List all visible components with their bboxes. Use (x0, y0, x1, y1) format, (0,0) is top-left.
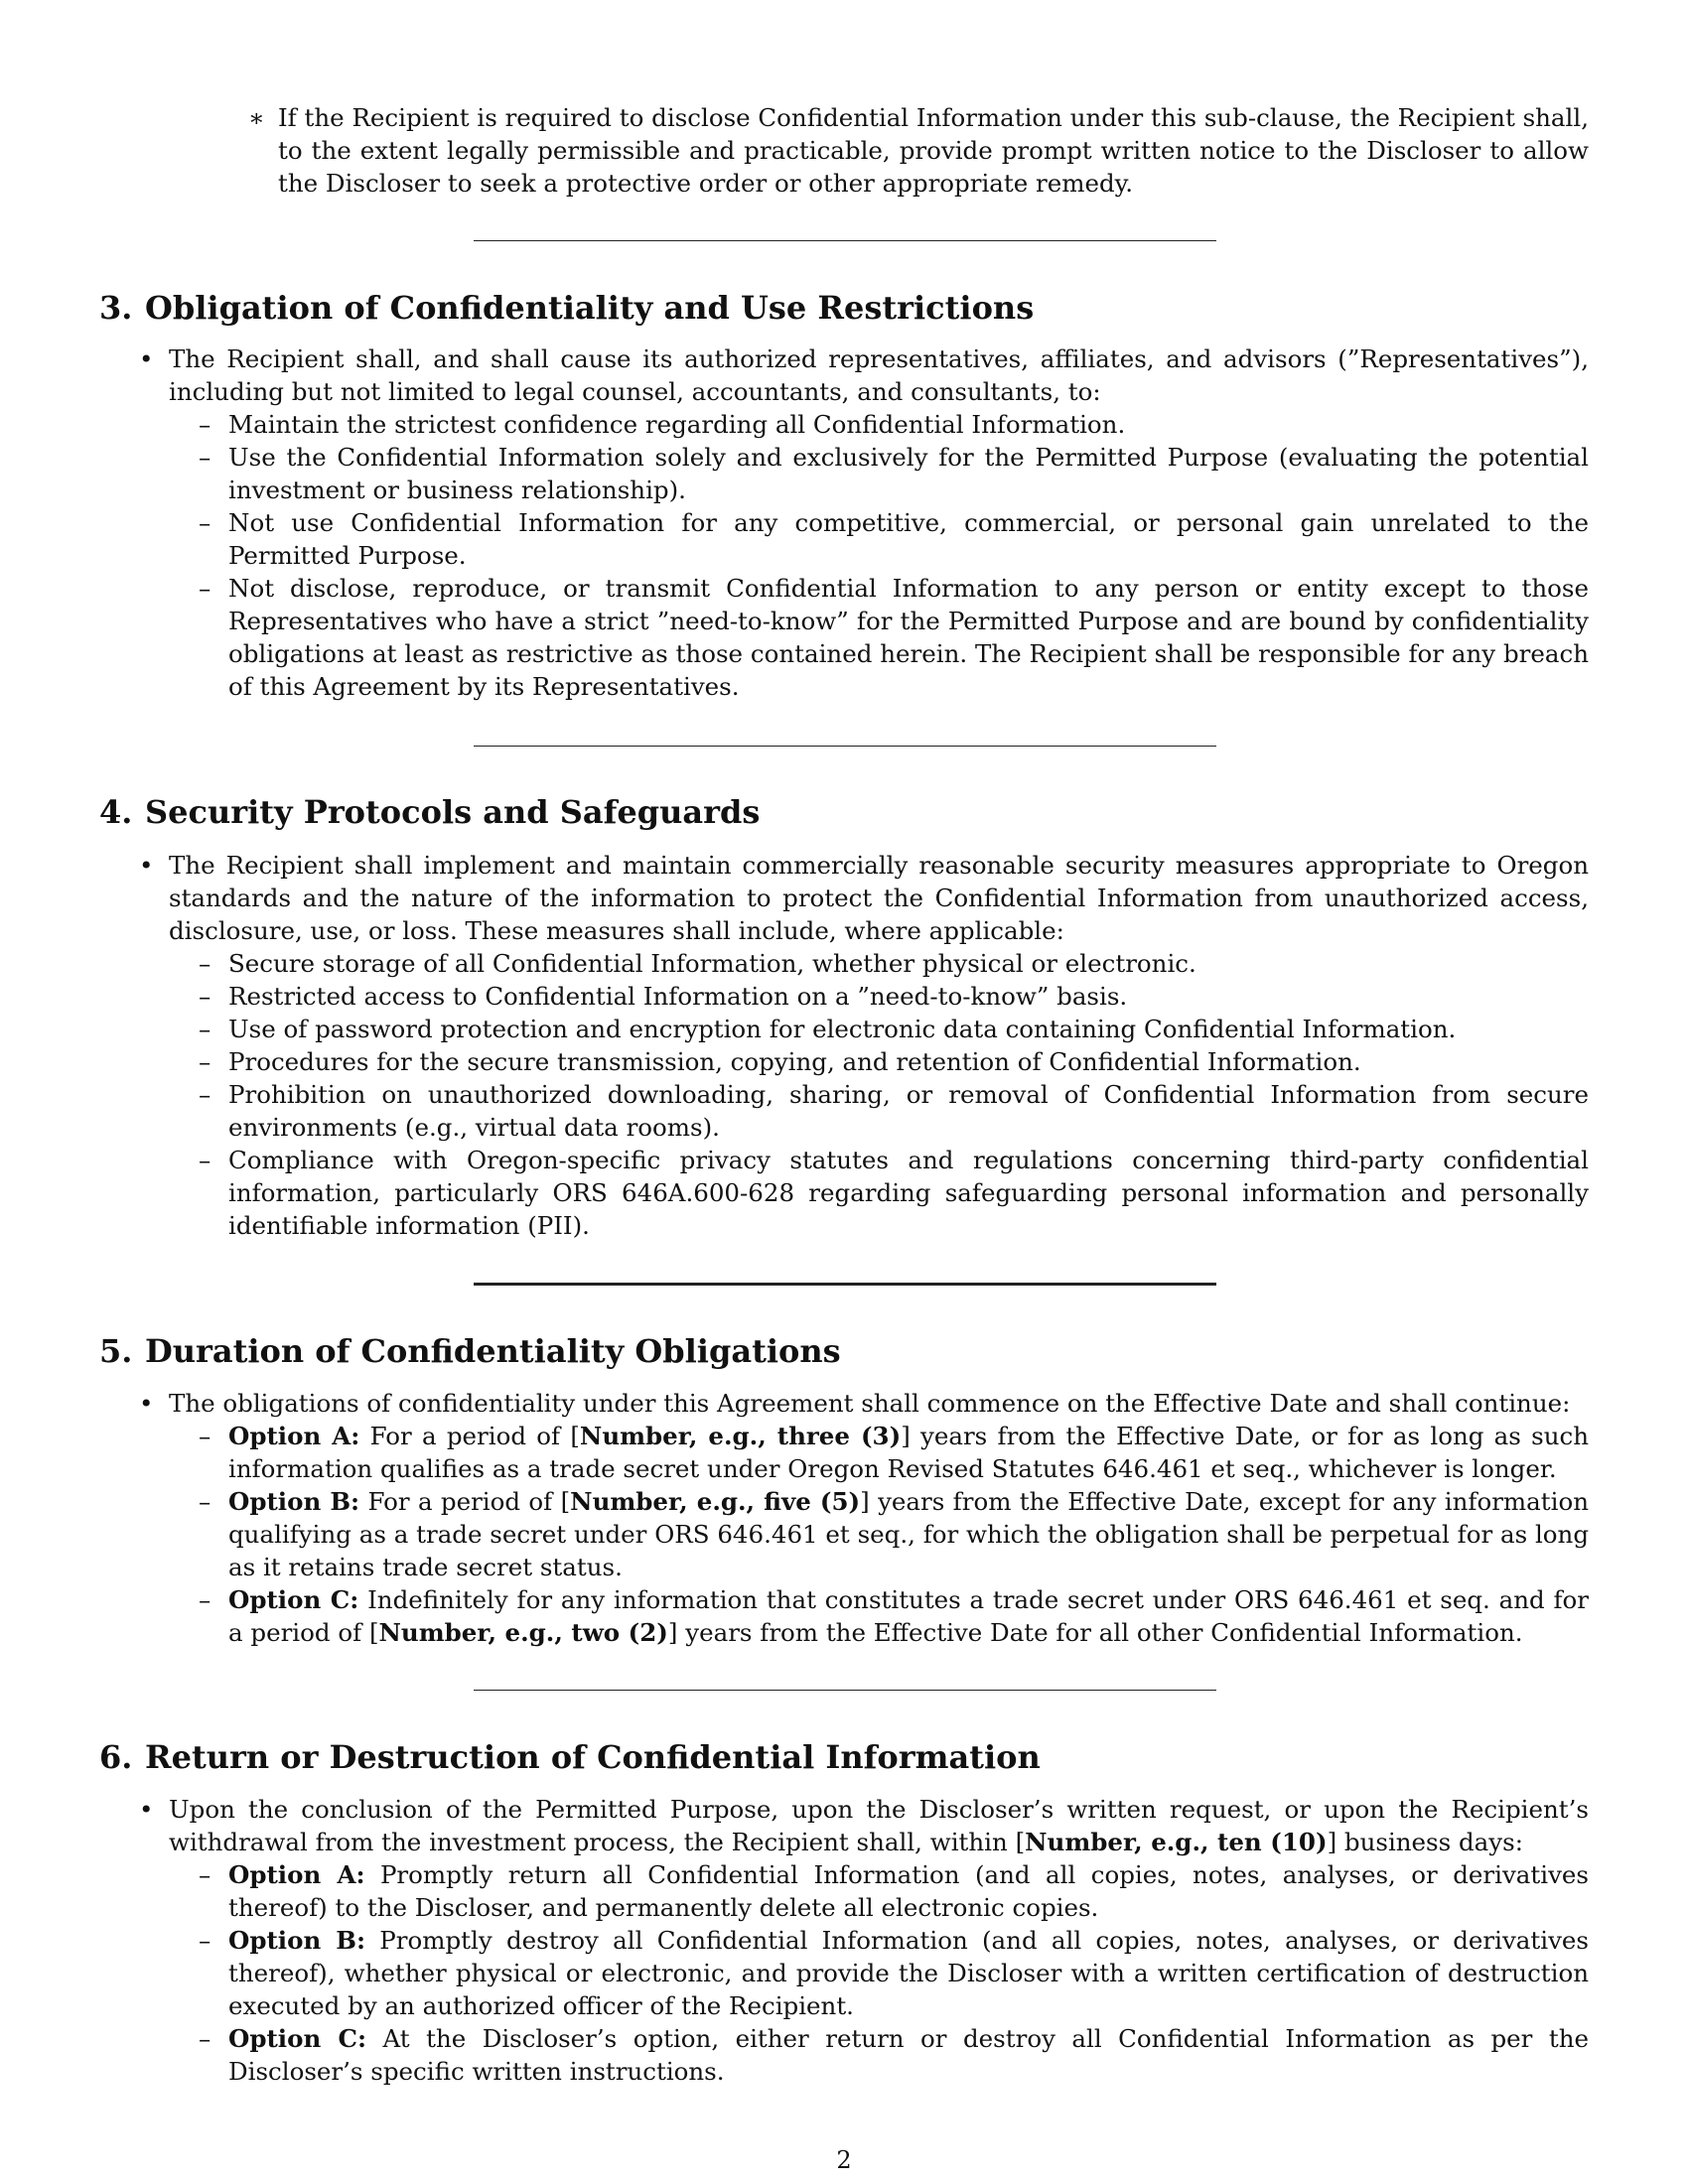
section-number: 3. (99, 289, 133, 327)
bullet-marker: • (139, 851, 154, 880)
option-placeholder: Number, e.g., five (5) (570, 1487, 861, 1516)
dash-marker: – (199, 1926, 211, 1955)
option-item (169, 1858, 1589, 1924)
star-marker: ∗ (248, 103, 265, 132)
list-item-text: Not use Confidential Information for any competitive, commercial, or personal gain unrelated to the Permitted Purpose. (228, 508, 1589, 570)
list-item (169, 572, 1589, 703)
list-item (169, 980, 1589, 1013)
section-title: Return or Destruction of Confidential Information (145, 1738, 1041, 1776)
list-item (169, 1013, 1589, 1045)
section-heading-6 (99, 1737, 1041, 1777)
bullet-text (169, 1793, 1589, 1858)
option-text: Promptly return all Confidential Information (and all copies, notes, analyses, or derivatives thereof) to the Discloser, and permanently delete all electronic copies. (228, 1860, 1589, 1922)
section-5-body (139, 1387, 1589, 1649)
option-placeholder: Number, e.g., three (3) (579, 1422, 902, 1450)
option-item (169, 1583, 1589, 1649)
dash-marker: – (199, 949, 211, 978)
option-item (169, 2022, 1589, 2088)
dash-marker: – (199, 1080, 211, 1109)
section-divider (474, 746, 1216, 747)
option-text: For a period of [ (359, 1487, 571, 1516)
option-label: Option B: (228, 1926, 366, 1955)
section-number: 6. (99, 1738, 133, 1776)
dash-marker: – (199, 574, 211, 603)
list-item-text: Not disclose, reproduce, or transmit Confidential Information to any person or entity except to those Representatives who have a strict ”need-to-know” for the Permitted Purpose and are bound by confidentiality obligations at least as restrictive as those contained herein. The Recipient shall be responsible for any breach of this Agreement by its Representatives. (228, 574, 1589, 701)
list-item (169, 506, 1589, 572)
dash-marker: – (199, 443, 211, 472)
dash-marker: – (199, 1146, 211, 1174)
list-item (169, 408, 1589, 441)
bullet-text: The Recipient shall implement and maintain commercially reasonable security measures appropriate to Oregon standards and the nature of the information to protect the Confidential Information from unauthorized access, disclosure, use, or loss. These measures shall include, where applicable: (169, 851, 1589, 945)
list-item (169, 441, 1589, 506)
option-label: Option A: (228, 1860, 365, 1889)
bullet-marker: • (139, 1389, 154, 1418)
section-title: Duration of Confidentiality Obligations (145, 1332, 841, 1370)
option-item (169, 1924, 1589, 2022)
list-item (169, 947, 1589, 980)
bullet-placeholder: Number, e.g., ten (10) (1025, 1828, 1328, 1856)
bullet-marker: • (139, 344, 154, 373)
section-4-body (139, 849, 1589, 1242)
option-text: Promptly destroy all Confidential Information (and all copies, notes, analyses, or derivatives thereof), whether physical or electronic, and provide the Discloser with a written certification of destruction executed by an authorized officer of the Recipient. (228, 1926, 1589, 2020)
list-item-text: Secure storage of all Confidential Information, whether physical or electronic. (228, 949, 1196, 978)
list-item-text: Prohibition on unauthorized downloading, sharing, or removal of Confidential Information from secure environments (e.g., virtual data rooms). (228, 1080, 1589, 1142)
option-item (169, 1420, 1589, 1485)
list-item-text: Compliance with Oregon-specific privacy statutes and regulations concerning third-party confidential information, particularly ORS 646A.600-628 regarding safeguarding personal information and personally identifiable information (PII). (228, 1146, 1589, 1240)
option-placeholder: Number, e.g., two (2) (378, 1618, 668, 1647)
dash-marker: – (199, 1047, 211, 1076)
list-item (169, 1045, 1589, 1078)
section-heading-3 (99, 288, 1034, 328)
section-title: Security Protocols and Safeguards (145, 793, 761, 831)
option-label: Option C: (228, 2024, 367, 2053)
page-number: 2 (836, 2146, 852, 2174)
dash-marker: – (199, 982, 211, 1011)
option-text: Indefinitely for any information that constitutes a trade secret under ORS 646.461 et seq. and for a period of [ (228, 1585, 1589, 1647)
section-3-body (139, 342, 1589, 703)
carryover-text: If the Recipient is required to disclose Confidential Information under this sub-clause, the Recipient shall, to the extent legally permissible and practicable, provide prompt written notice to the Discloser to allow the Discloser to seek a protective order or other appropriate remedy. (278, 103, 1589, 198)
option-text: At the Discloser’s option, either return or destroy all Confidential Information as per the Discloser’s specific written instructions. (228, 2024, 1590, 2086)
dash-marker: – (199, 1422, 211, 1450)
dash-marker: – (199, 1015, 211, 1043)
option-item (169, 1485, 1589, 1583)
option-text: ] years from the Effective Date, or for as long as such information qualifies as a trade secret under Oregon Revised Statutes 646.461 et seq., whichever is longer. (228, 1422, 1589, 1483)
bullet-text-part: Upon the conclusion of the Permitted Purpose, upon the Discloser’s written request, or upon the Recipient’s withdrawal from the investment process, the Recipient shall, within [ (169, 1795, 1589, 1856)
dash-marker: – (199, 1860, 211, 1889)
section-number: 4. (99, 793, 133, 831)
list-item-text: Maintain the strictest confidence regarding all Confidential Information. (228, 410, 1126, 439)
section-heading-5 (99, 1331, 841, 1371)
list-item (169, 1078, 1589, 1144)
option-label: Option C: (228, 1585, 359, 1614)
bullet-text-part: ] business days: (1327, 1828, 1523, 1856)
section-divider (474, 1690, 1216, 1691)
option-label: Option A: (228, 1422, 360, 1450)
bullet-text: The Recipient shall, and shall cause its authorized representatives, affiliates, and advisors (”Representatives”), including but not limited to legal counsel, accountants, and consultants, to: (169, 344, 1589, 406)
bullet-text: The obligations of confidentiality under this Agreement shall commence on the Effective Date and shall continue: (169, 1389, 1571, 1418)
section-6-body (139, 1793, 1590, 2088)
carryover-item (248, 101, 1589, 200)
list-item-text: Use of password protection and encryption for electronic data containing Confidential Information. (228, 1015, 1457, 1043)
list-item-text: Procedures for the secure transmission, copying, and retention of Confidential Information. (228, 1047, 1361, 1076)
option-text: ] years from the Effective Date, except for any information qualifying as a trade secret under ORS 646.461 et seq., for which the obligation shall be perpetual for as long as it retains trade secret status. (228, 1487, 1589, 1581)
option-label: Option B: (228, 1487, 360, 1516)
option-text: ] years from the Effective Date for all other Confidential Information. (667, 1618, 1523, 1647)
list-item-text: Restricted access to Confidential Information on a ”need-to-know” basis. (228, 982, 1128, 1011)
section-divider (474, 240, 1216, 241)
option-text: For a period of [ (359, 1422, 580, 1450)
dash-marker: – (199, 508, 211, 537)
section-number: 5. (99, 1332, 133, 1370)
dash-marker: – (199, 1487, 211, 1516)
list-item-text: Use the Confidential Information solely and exclusively for the Permitted Purpose (evaluating the potential investment or business relationship). (228, 443, 1589, 504)
section-heading-4 (99, 792, 760, 832)
dash-marker: – (199, 410, 211, 439)
bullet-marker: • (139, 1795, 154, 1824)
dash-marker: – (199, 1585, 211, 1614)
dash-marker: – (199, 2024, 211, 2053)
section-divider (474, 1283, 1216, 1286)
section-title: Obligation of Confidentiality and Use Restrictions (145, 289, 1035, 327)
list-item (169, 1144, 1589, 1242)
